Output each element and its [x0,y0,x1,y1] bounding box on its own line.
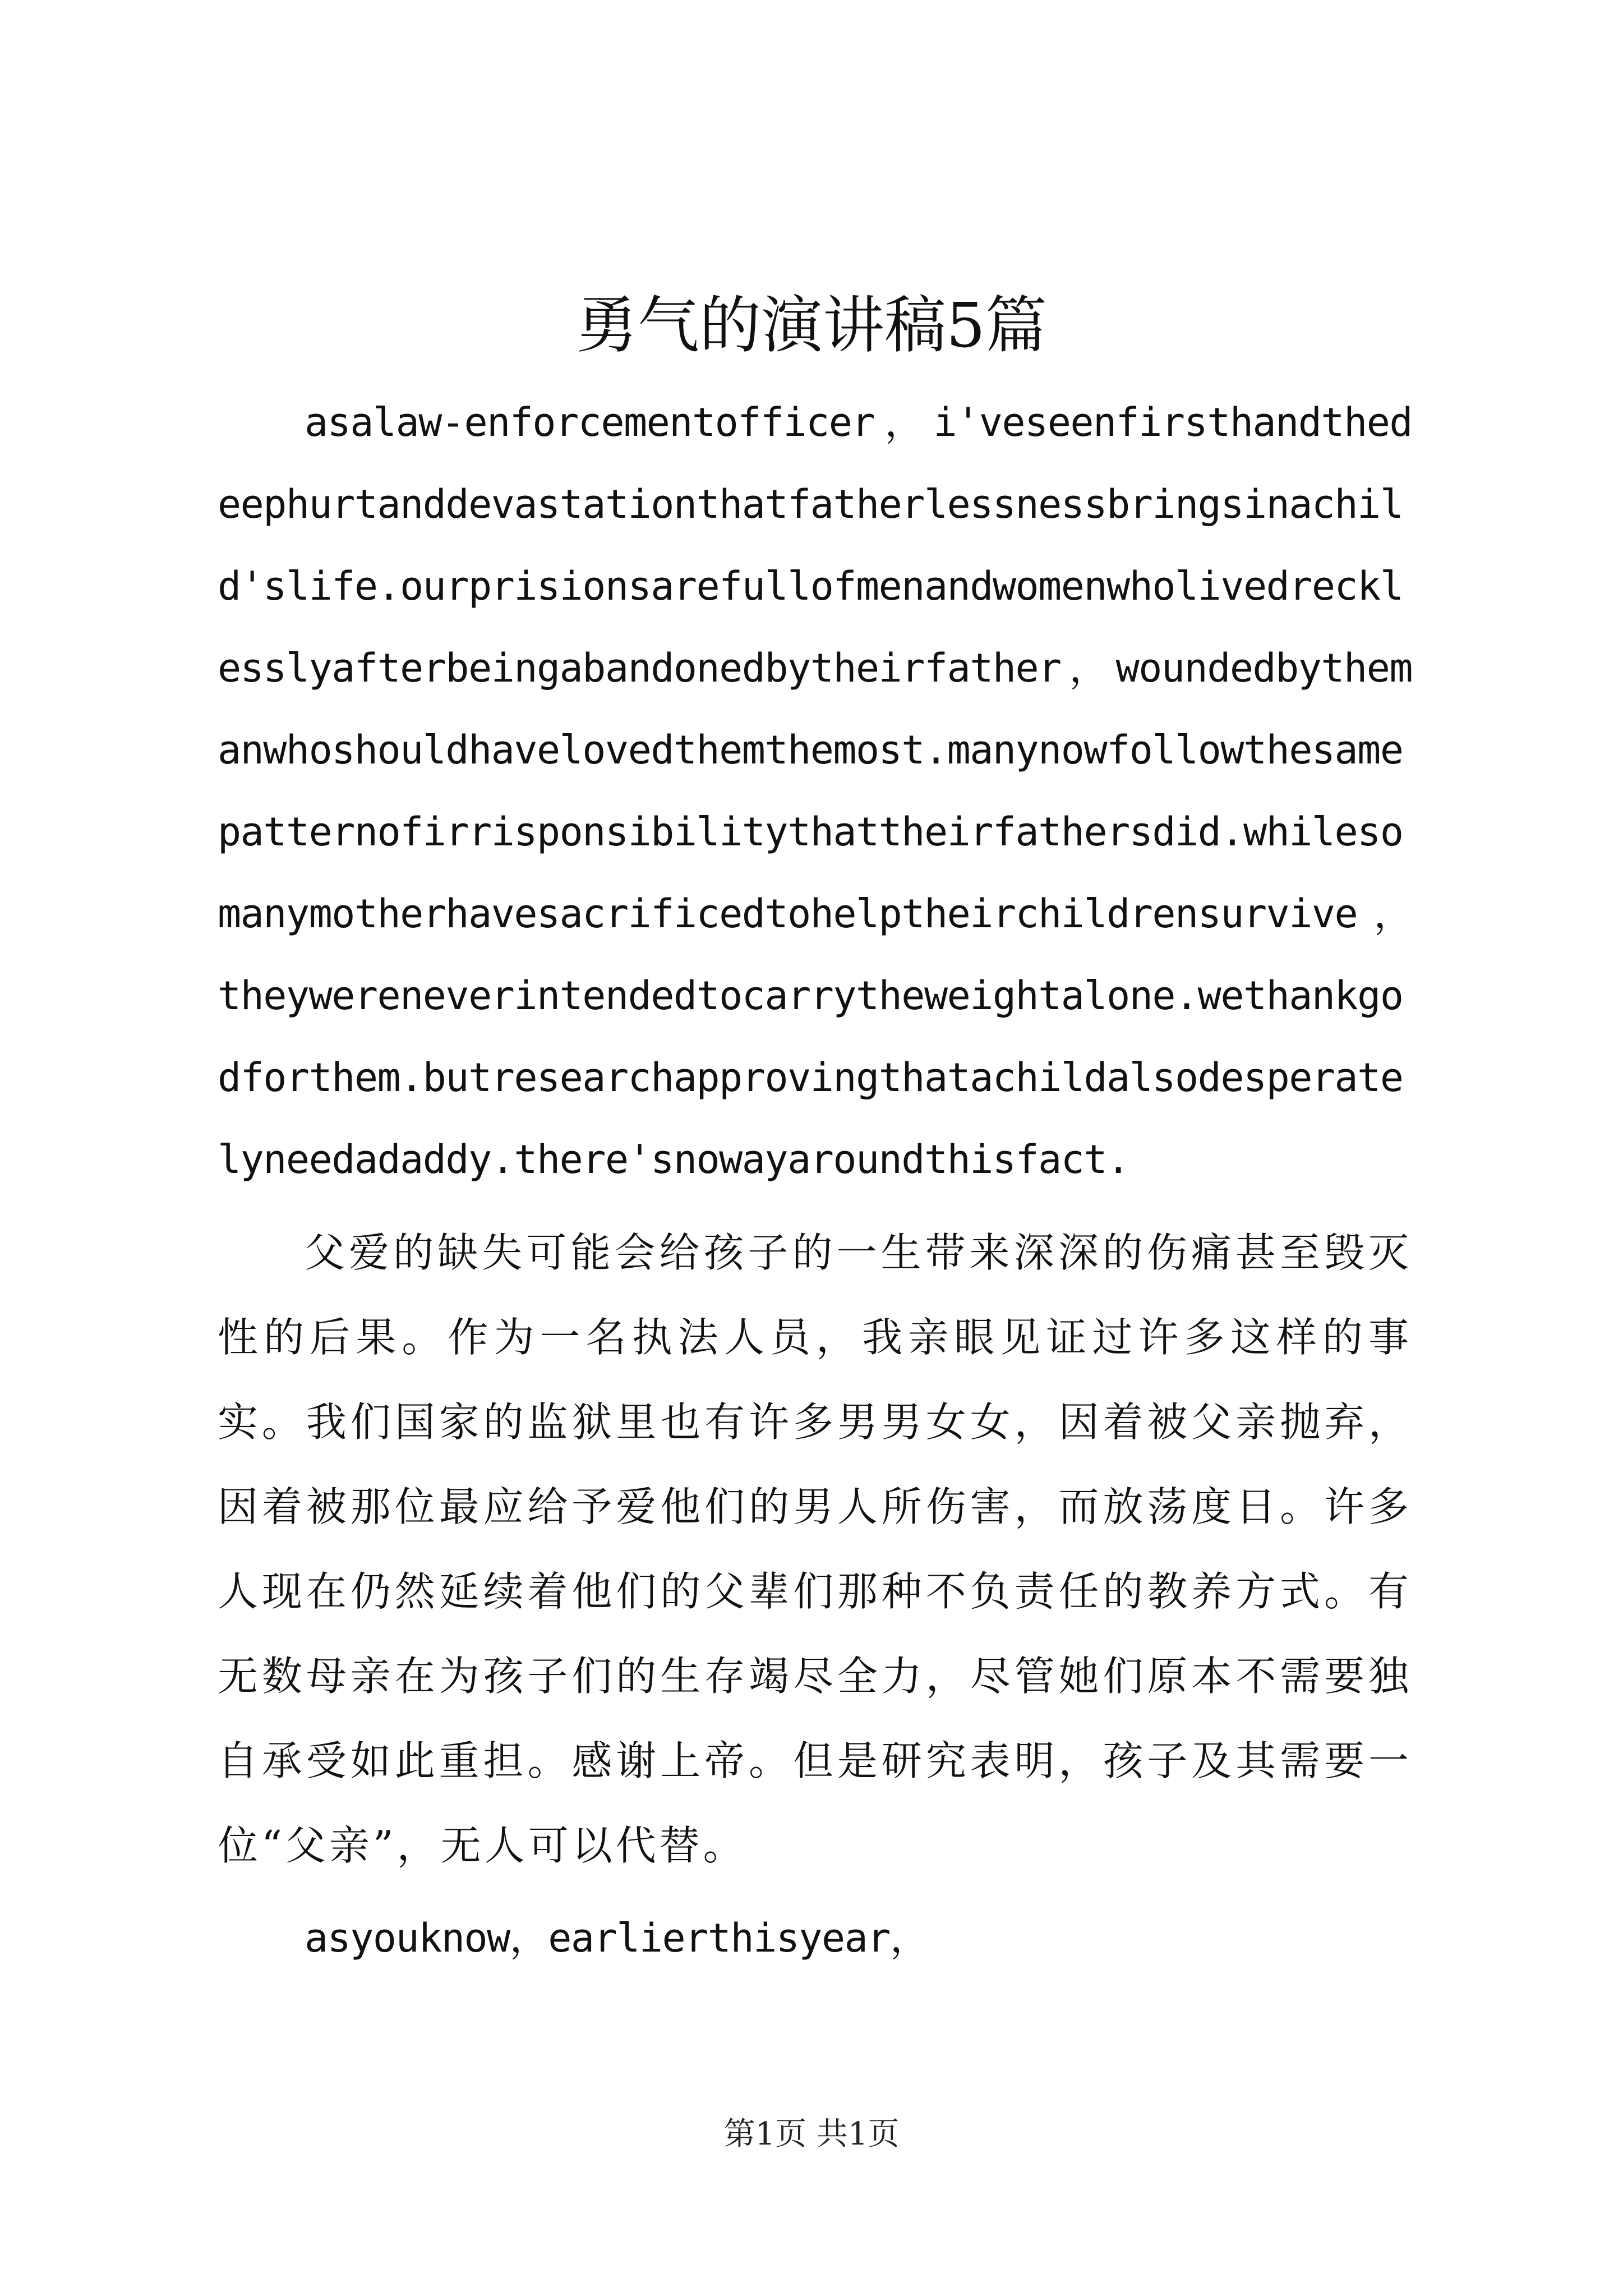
document-title: 勇气的演讲稿5篇 [576,289,1047,361]
paragraph-chinese-1: 父爱的缺失可能会给孩子的一生带来深深的伤痛甚至毁灭性的后果。作为一名执法人员，我亲眼见证过许多这样的事实。我们国家的监狱里也有许多男男女女，因着被父亲抛弃，因着被那位最应给予爱他们的男人所伤害，而放荡度日。许多人现在仍然延续着他们的父辈们那种不负责任的教养方式。有无数母亲在为孩子们的生存竭尽全力，尽管她们原本不需要独自承受如此重担。感谢上帝。但是研究表明，孩子及其需要一位“父亲”，无人可以代替。 [218,1229,1412,1869]
paragraph-english-1: asalaw-enforcementofficer，i'veseenfirsthandthedeephurtanddevastationthatfatherlessnessbringsinachild'slife.ourprisionsarefullofmenandwomenwholivedrecklesslyafterbeingabandonedbytheirfather，woundedbythemanwhoshouldhavelovedthemthemost.manynowfollowthesamepatternofirrisponsibilitythattheirfathersdid.whilesomanymotherhavesacrificedtohelptheirchildrensurvive，theywereneverintendedtocarrytheweightalone.wethankgodforthem.butresearchapprovingthatachildalsodesperatelyneedadaddy.there'snowayaroundthisfact. [218,399,1412,1182]
paragraph-english-2: asyouknow，earlierthisyear， [305,1915,929,1961]
page-footer: 第1页 共1页 [723,2116,900,2152]
document-body [218,381,1412,1979]
